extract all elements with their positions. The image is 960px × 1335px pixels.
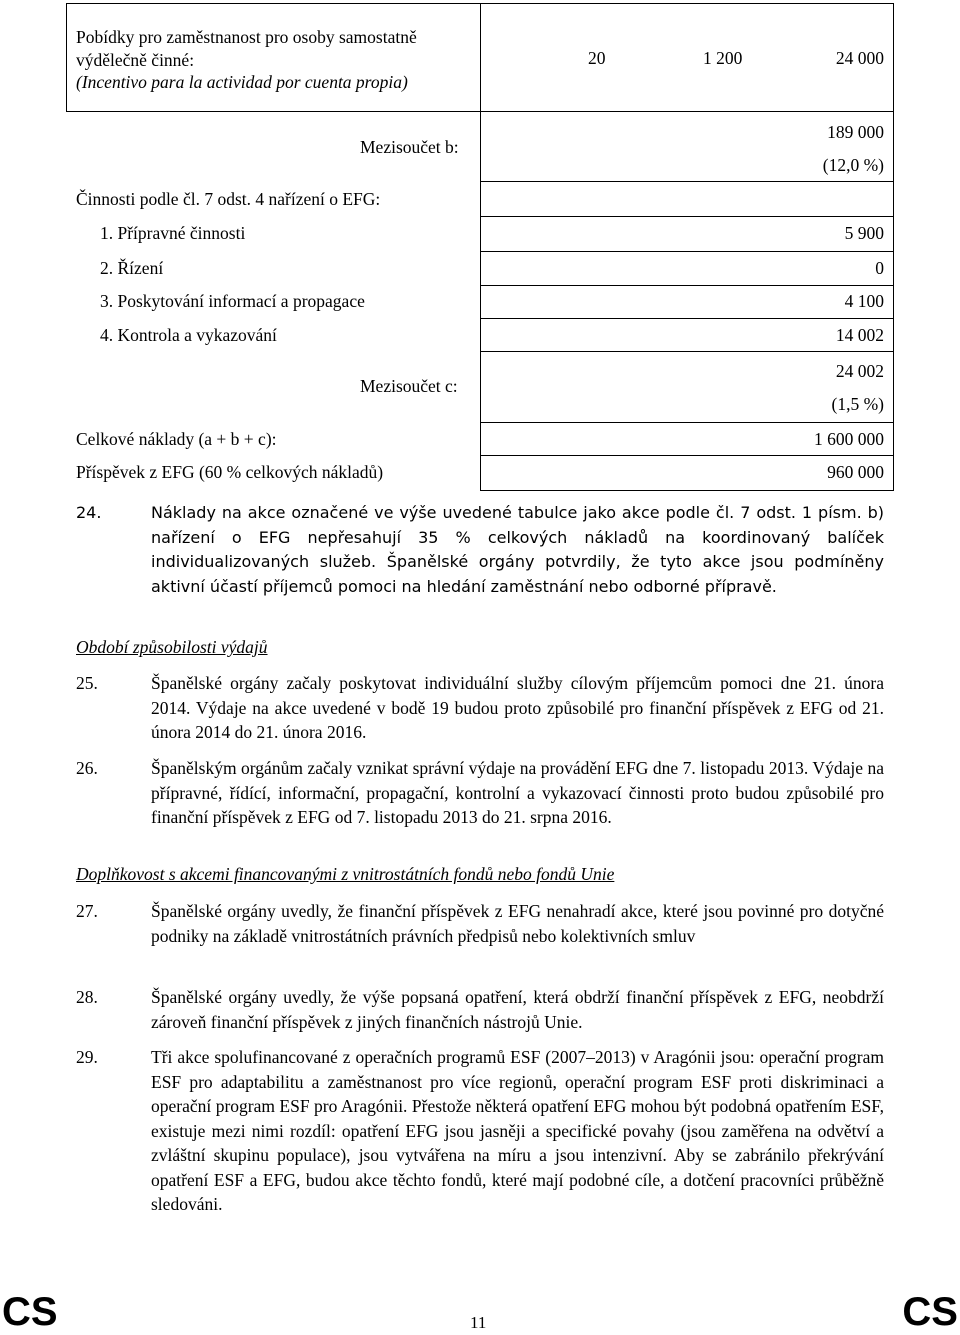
paragraph-number: 24. — [76, 503, 102, 522]
table-row-divider — [480, 422, 893, 423]
efg-activities-heading: Činnosti podle čl. 7 odst. 4 nařízení o EFG: — [76, 189, 381, 209]
table-row-divider — [480, 455, 893, 456]
efg-contribution-label: Příspěvek z EFG (60 % celkových nákladů) — [76, 462, 384, 482]
table-row-divider — [66, 111, 893, 112]
paragraph-text: Náklady na akce označené ve výše uvedené tabulce jako akce podle čl. 7 odst. 1 písm. b) nařízení o EFG nepřesahují 35 % celkových nákladů na koordinovaný balíček individualizovaných služeb. Španělské orgány potvrdily, že tyto akce jsou podmíněny aktivní účastí příjemců pomoci na hledání zaměstnání nebo odborné přípravě. — [151, 503, 884, 596]
activity-label: 2. Řízení — [100, 258, 164, 278]
activity-value: 5 900 — [844, 223, 884, 243]
paragraph-number: 29. — [76, 1047, 98, 1067]
table-row-divider — [480, 181, 893, 182]
paragraph-25 — [76, 671, 884, 745]
subtotal-b-value: 189 000 — [827, 122, 884, 142]
activity-label: 3. Poskytování informací a propagace — [100, 291, 365, 311]
table-row-divider — [480, 285, 893, 286]
incentive-unit-cost: 1 200 — [703, 48, 743, 68]
paragraph-number: 27. — [76, 901, 98, 921]
section-heading-eligibility: Období způsobilosti výdajů — [76, 637, 268, 657]
activity-value: 0 — [875, 258, 884, 278]
paragraph-text: Španělské orgány uvedly, že výše popsaná opatření, která obdrží finanční příspěvek z EFG, neobdrží zároveň finanční příspěvek z jiných finančních nástrojů Unie. — [151, 987, 884, 1032]
table-row-divider — [480, 251, 893, 252]
section-heading-complementarity: Doplňkovost s akcemi financovanými z vnitrostátních fondů nebo fondů Unie — [76, 864, 615, 884]
incentive-label-line2: výdělečně činné: — [76, 50, 195, 70]
activity-label: 4. Kontrola a vykazování — [100, 325, 277, 345]
paragraph-27 — [76, 899, 884, 948]
table-row-divider — [480, 318, 893, 319]
table-right-border — [893, 3, 894, 491]
subtotal-c-value: 24 002 — [835, 361, 884, 381]
table-row-divider — [480, 351, 893, 352]
incentive-label-line1: Pobídky pro zaměstnanost pro osoby samostatně — [76, 27, 417, 47]
subtotal-b-percent: (12,0 %) — [822, 155, 884, 175]
table-mid-border — [480, 3, 481, 491]
paragraph-number: 25. — [76, 673, 98, 693]
paragraph-text: Španělské orgány začaly poskytovat individuální služby cílovým příjemcům pomoci dne 21. února 2014. Výdaje na akce uvedené v bodě 19 budou proto způsobilé pro finanční příspěvek z EFG od 21. února 2014 do 21. února 2016. — [151, 673, 884, 742]
footer-language-left: CS — [2, 1290, 58, 1334]
subtotal-c-percent: (1,5 %) — [831, 394, 884, 414]
paragraph-number: 26. — [76, 758, 98, 778]
total-costs-label: Celkové náklady (a + b + c): — [76, 429, 277, 449]
total-costs-value: 1 600 000 — [814, 429, 884, 449]
paragraph-28 — [76, 985, 884, 1034]
paragraph-24 — [76, 501, 884, 599]
subtotal-c-label: Mezisoučet c: — [360, 376, 458, 396]
activity-value: 14 002 — [835, 325, 884, 345]
paragraph-text: Španělské orgány uvedly, že finanční příspěvek z EFG nenahradí akce, které jsou povinné pro dotyčné podniky na základě vnitrostátních právních předpisů nebo kolektivních smluv — [151, 901, 884, 946]
efg-contribution-value: 960 000 — [827, 462, 884, 482]
paragraph-text: Španělským orgánům začaly vznikat správní výdaje na provádění EFG dne 7. listopadu 2013. Výdaje na přípravné, řídící, informační, propagační, kontrolní a vykazovací činnosti proto budou způsobilé pro finanční příspěvek z EFG od 7. listopadu 2013 do 21. srpna 2016. — [151, 758, 884, 827]
table-left-border-top — [66, 3, 67, 111]
page-number: 11 — [470, 1313, 487, 1332]
subtotal-b-label: Mezisoučet b: — [360, 137, 459, 157]
table-row-divider — [480, 216, 893, 217]
table-bottom-border — [480, 490, 893, 491]
incentive-total: 24 000 — [835, 48, 884, 68]
activity-label: 1. Přípravné činnosti — [100, 223, 246, 243]
incentive-count: 20 — [588, 48, 606, 68]
paragraph-text: Tři akce spolufinancované z operačních programů ESF (2007–2013) v Aragónii jsou: operační program ESF pro adaptabilitu a zaměstnanost pro více regionů, operační program ESF proti diskriminaci a operační program ESF pro Aragónii. Přestože některá opatření EFG mohou být podobná opatřením ESF, existuje mezi nimi rozdíl: opatření EFG jsou jasněji a specifické povahy (jsou zaměřena na odvětví a zvláštní skupinu populace), jsou vytvářena na míru a jsou intenzivní. Aby se zabránilo překrývání opatření ESF a EFG, budou akce těchto fondů, které mají podobné cíle, a dotčení pracovníci průběžně sledováni. — [151, 1047, 884, 1214]
paragraph-number: 28. — [76, 987, 98, 1007]
footer-language-right: CS — [902, 1290, 958, 1334]
activity-value: 4 100 — [844, 291, 884, 311]
paragraph-29 — [76, 1045, 884, 1217]
paragraph-26 — [76, 756, 884, 830]
incentive-label-line3: (Incentivo para la actividad por cuenta propia) — [76, 72, 408, 92]
